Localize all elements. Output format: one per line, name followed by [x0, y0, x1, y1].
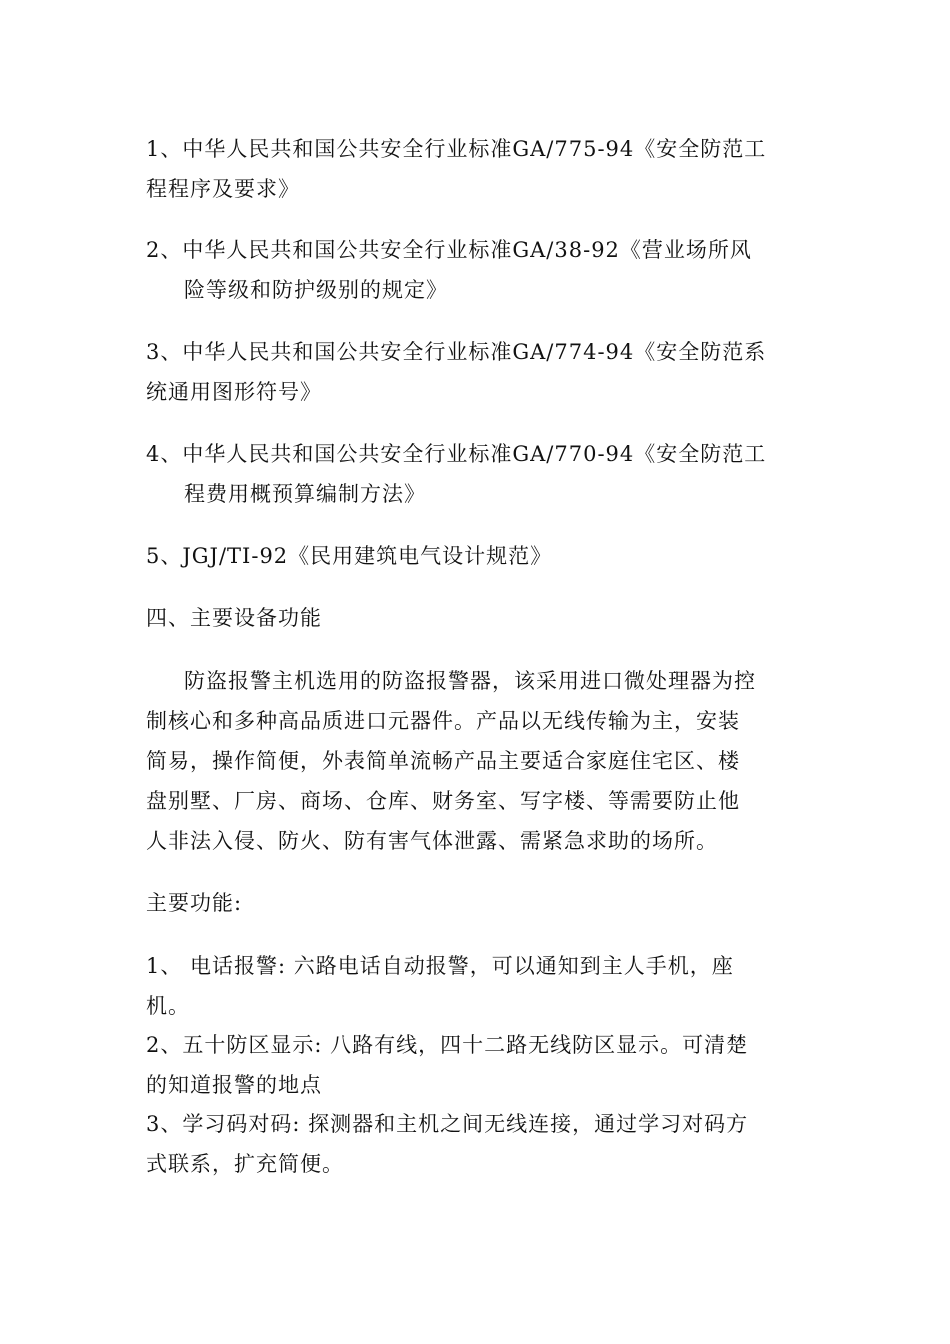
function-2-line-1: 2、五十防区显示: 八路有线，四十二路无线防区显示。可清楚 — [146, 1033, 749, 1057]
intro-paragraph-line-1: 防盗报警主机选用的防盗报警器，该采用进口微处理器为控 — [184, 669, 756, 693]
section-heading: 四、主要设备功能 — [146, 606, 322, 630]
reference-2-line-1: 2、中华人民共和国公共安全行业标准GA/38-92《营业场所风 — [146, 238, 752, 262]
intro-paragraph-line-4: 盘别墅、厂房、商场、仓库、财务室、写字楼、等需要防止他 — [146, 789, 740, 813]
function-3-line-1: 3、学习码对码: 探测器和主机之间无线连接，通过学习对码方 — [146, 1112, 749, 1136]
reference-3-line-2: 统通用图形符号》 — [146, 380, 322, 404]
functions-heading: 主要功能: — [146, 891, 243, 915]
reference-3-line-1: 3、中华人民共和国公共安全行业标准GA/774-94《安全防范系 — [146, 340, 767, 364]
function-2-line-2: 的知道报警的地点 — [146, 1073, 322, 1097]
intro-paragraph-line-5: 人非法入侵、防火、防有害气体泄露、需紧急求助的场所。 — [146, 829, 718, 853]
function-1-line-1: 1、 电话报警: 六路电话自动报警，可以通知到主人手机，座 — [146, 954, 734, 978]
reference-1-line-1: 1、中华人民共和国公共安全行业标准GA/775-94《安全防范工 — [146, 137, 767, 161]
reference-1-line-2: 程程序及要求》 — [146, 177, 300, 201]
function-3-line-2: 式联系，扩充简便。 — [146, 1152, 344, 1176]
reference-2-line-2: 险等级和防护级别的规定》 — [184, 278, 448, 302]
intro-paragraph-line-2: 制核心和多种高品质进口元器件。产品以无线传输为主，安装 — [146, 709, 740, 733]
reference-5: 5、JGJ/TI-92《民用建筑电气设计规范》 — [146, 544, 553, 568]
reference-4-line-1: 4、中华人民共和国公共安全行业标准GA/770-94《安全防范工 — [146, 442, 767, 466]
intro-paragraph-line-3: 简易，操作简便，外表简单流畅产品主要适合家庭住宅区、楼 — [146, 749, 740, 773]
reference-4-line-2: 程费用概预算编制方法》 — [184, 482, 426, 506]
function-1-line-2: 机。 — [146, 994, 190, 1018]
